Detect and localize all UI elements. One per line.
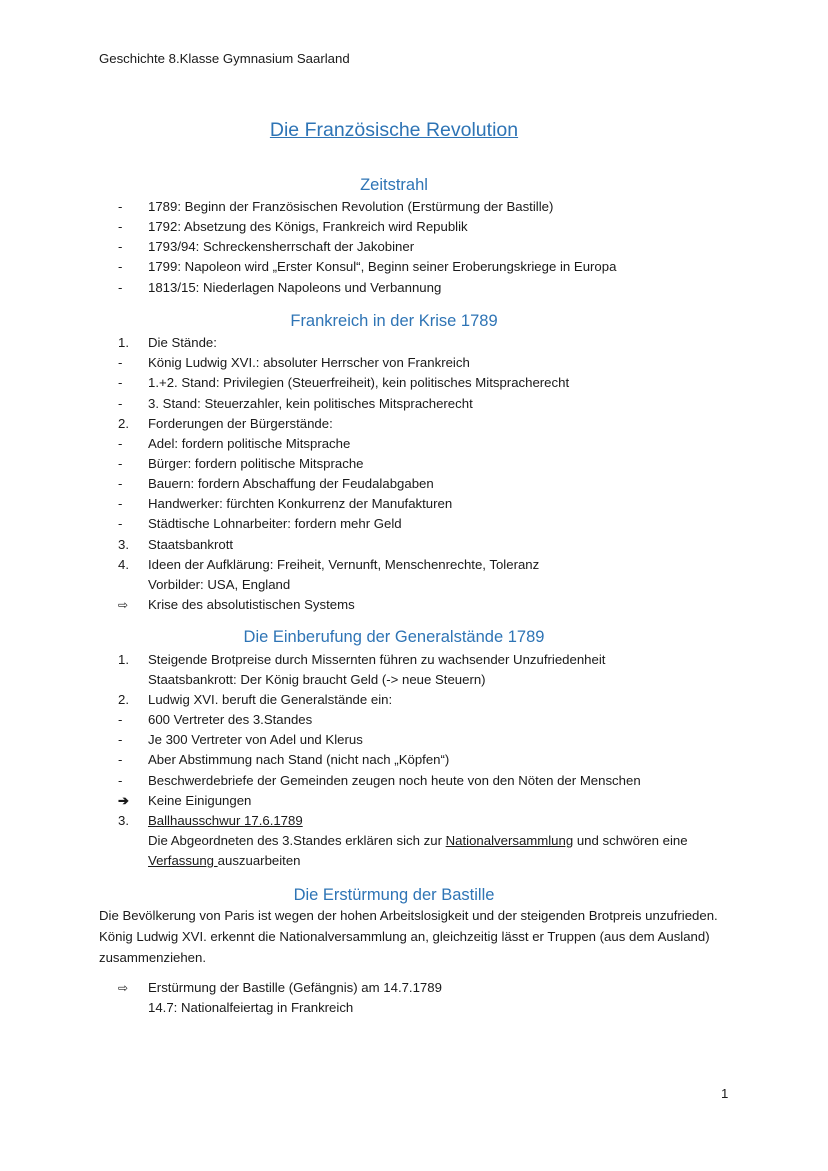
- arrow-right-icon: ⇨: [118, 598, 129, 612]
- heading-generalstaende: Die Einberufung der Generalstände 1789: [243, 628, 545, 646]
- document-page: Geschichte 8.Klasse Gymnasium Saarland Die Französische Revolution Zeitstrahl - 1789: Beginn der Französischen Revolution (Erstürmung der Bastille) - 1792: Absetzung des Königs, Frankreich wird Republik - 1793/94: Schreckensherrschaft der Jakobiner - 1799: Napoleon wird „Erster Konsul“, Beginn seiner Eroberungskriege in Europa - 1813/15: Niederlagen Napoleons und Verbannung Frankreich in der Krise 1789 1. Die Stände: - König Ludwig XVI.: absoluter Herrscher von Frankreich - 1.+2. Stand: Privilegien (Steuerfreiheit), kein politisches Mitspracherecht - 3. Stand: Steuerzahler, kein politisches Mitspracherecht 2. Forderungen der Bürgerstände: - Adel: fordern politische Mitsprache - Bürger: fordern politische Mitsprache - Bauern: fordern Abschaffung der Feudalabgaben - Handwerker: fürchten Konkurrenz der Manufakturen - Städtische Lohnarbeiter: fordern mehr Geld 3. Staatsbankrott 4. Ideen der Aufklärung: Freiheit, Vernunft, Menschenrechte, Toleranz Vorbilder: USA, England ⇨ Krise des absolutistischen Systems Die Einberufung der Generalstände 1789 1. Steigende Brotpreise durch Missernten führen zu wachsender Unzufriedenheit Staatsbankrott: Der König braucht Geld (-> neue Steuern) 2. Ludwig XVI. beruft die Generalstände ein: - 600 Vertreter des 3.Standes - Je 300 Vertreter von Adel und Klerus - Aber Abstimmung nach Stand (nicht nach „Köpfen“) - Beschwerdebriefe der Gemeinden zeugen noch heute von den Nöten der Menschen ➔ Keine Einigungen 3. Ballhausschwur 17.6.1789 Die Abgeordneten des 3.Standes erklären sich zur Nationalversammlung und schwören eine Verfassung auszuarbeiten Die Erstürmung der Bastille Die Bevölkerung von Paris ist wegen der hohen Arbeitslosigkeit und der steigenden Brotpreis unzufrieden. König Ludwig XVI. erkennt die Nationalversammlung an, gleichzeitig lässt er Truppen (aus dem Ausland) zusammenziehen. ⇨ Erstürmung der Bastille (Gefängnis) am 14.7.1789 14.7: Nationalfeiertag in Frankreich 1: [0, 0, 828, 1171]
- arrow-bold-right-icon: ➔: [118, 793, 130, 808]
- page-header: Geschichte 8.Klasse Gymnasium Saarland: [99, 51, 350, 66]
- page-number: 1: [721, 1086, 729, 1101]
- page-title: Die Französische Revolution: [269, 119, 519, 141]
- heading-bastille: Die Erstürmung der Bastille: [293, 886, 495, 904]
- arrow-right-icon: ⇨: [118, 981, 129, 995]
- heading-krise: Frankreich in der Krise 1789: [290, 312, 498, 330]
- heading-zeitstrahl: Zeitstrahl: [360, 176, 428, 194]
- bastille-paragraph: Die Bevölkerung von Paris ist wegen der hohen Arbeitslosigkeit und der steigenden Brotpreis unzufrieden. König Ludwig XVI. erkennt die Nationalversammlung an, gleichzeitig lässt er Truppen (aus dem Ausland) zusammenziehen.: [99, 908, 718, 965]
- nationalversammlung-term: Nationalversammlung: [445, 833, 574, 848]
- verfassung-term: Verfassung: [148, 853, 218, 868]
